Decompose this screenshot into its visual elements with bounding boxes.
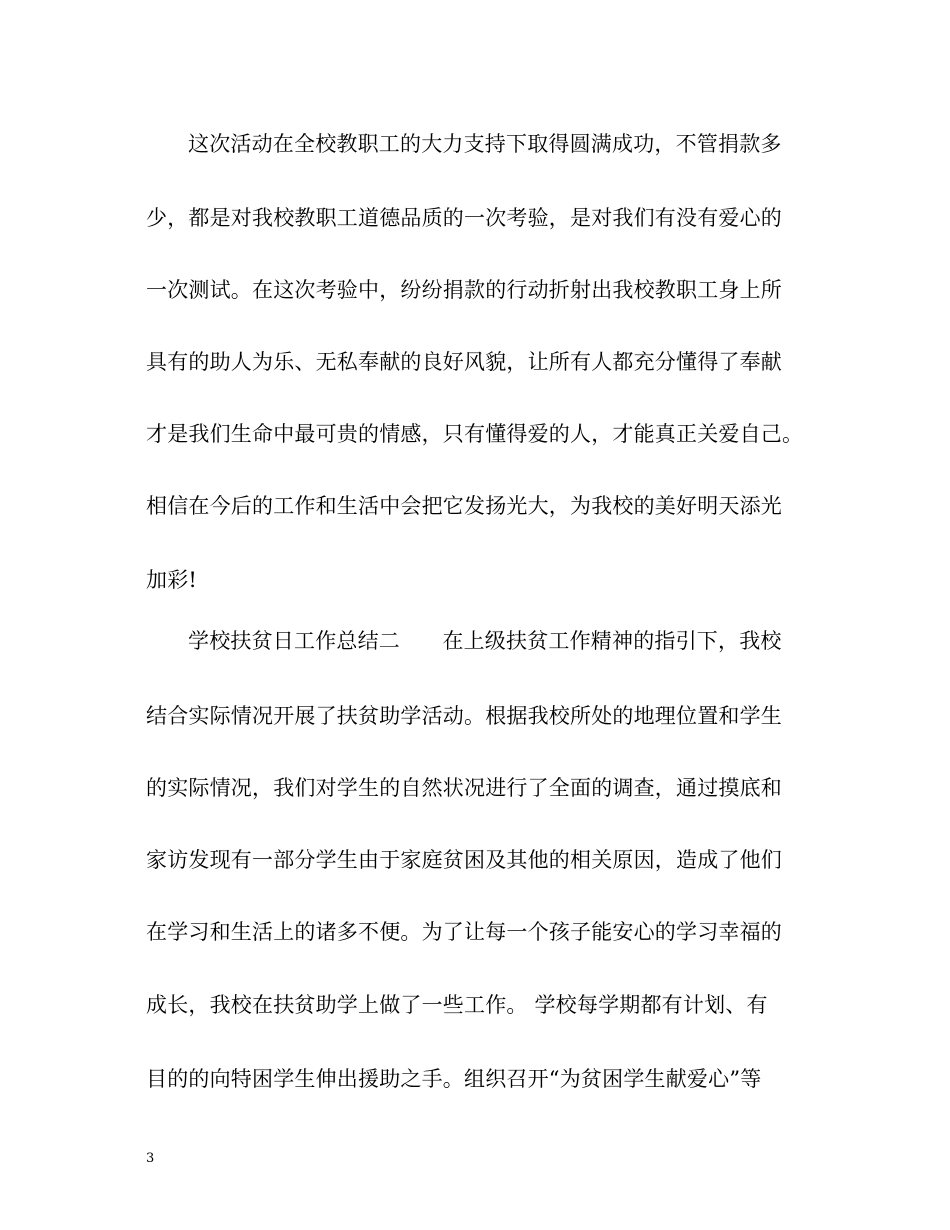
paragraph-line: 的实际情况，我们对学生的自然状况进行了全面的调查，通过摸底和	[146, 776, 782, 800]
paragraph-line: 目的的向特困学生伸出援助之手。组织召开“为贫困学生献爱心”等	[146, 1067, 762, 1091]
paragraph-line: 一次测试。在这次考验中，纷纷捐款的行动折射出我校教职工身上所	[146, 278, 782, 302]
paragraph-line: 家访发现有一部分学生由于家庭贫困及其他的相关原因，造成了他们	[146, 848, 782, 872]
paragraph-line: 在学习和生活上的诸多不便。为了让每一个孩子能安心的学习幸福的	[146, 920, 782, 944]
paragraph-line: 才是我们生命中最可贵的情感，只有懂得爱的人，才能真正关爱自己。	[146, 422, 804, 446]
paragraph-line: 成长，我校在扶贫助学上做了一些工作。 学校每学期都有计划、有	[146, 993, 768, 1017]
section-heading-line: 学校扶贫日工作总结二 在上级扶贫工作精神的指引下，我校	[188, 629, 782, 653]
paragraph-line: 加彩!	[146, 568, 198, 592]
paragraph-line: 相信在今后的工作和生活中会把它发扬光大，为我校的美好明天添光	[146, 494, 782, 518]
paragraph-line: 少，都是对我校教职工道德品质的一次考验，是对我们有没有爱心的	[146, 206, 782, 230]
paragraph-line: 具有的助人为乐、无私奉献的良好风貌，让所有人都充分懂得了奉献	[146, 350, 782, 374]
page-number: 3	[146, 1151, 155, 1166]
paragraph-line: 结合实际情况开展了扶贫助学活动。根据我校所处的地理位置和学生	[146, 704, 782, 728]
paragraph-line: 这次活动在全校教职工的大力支持下取得圆满成功，不管捐款多	[188, 132, 782, 156]
